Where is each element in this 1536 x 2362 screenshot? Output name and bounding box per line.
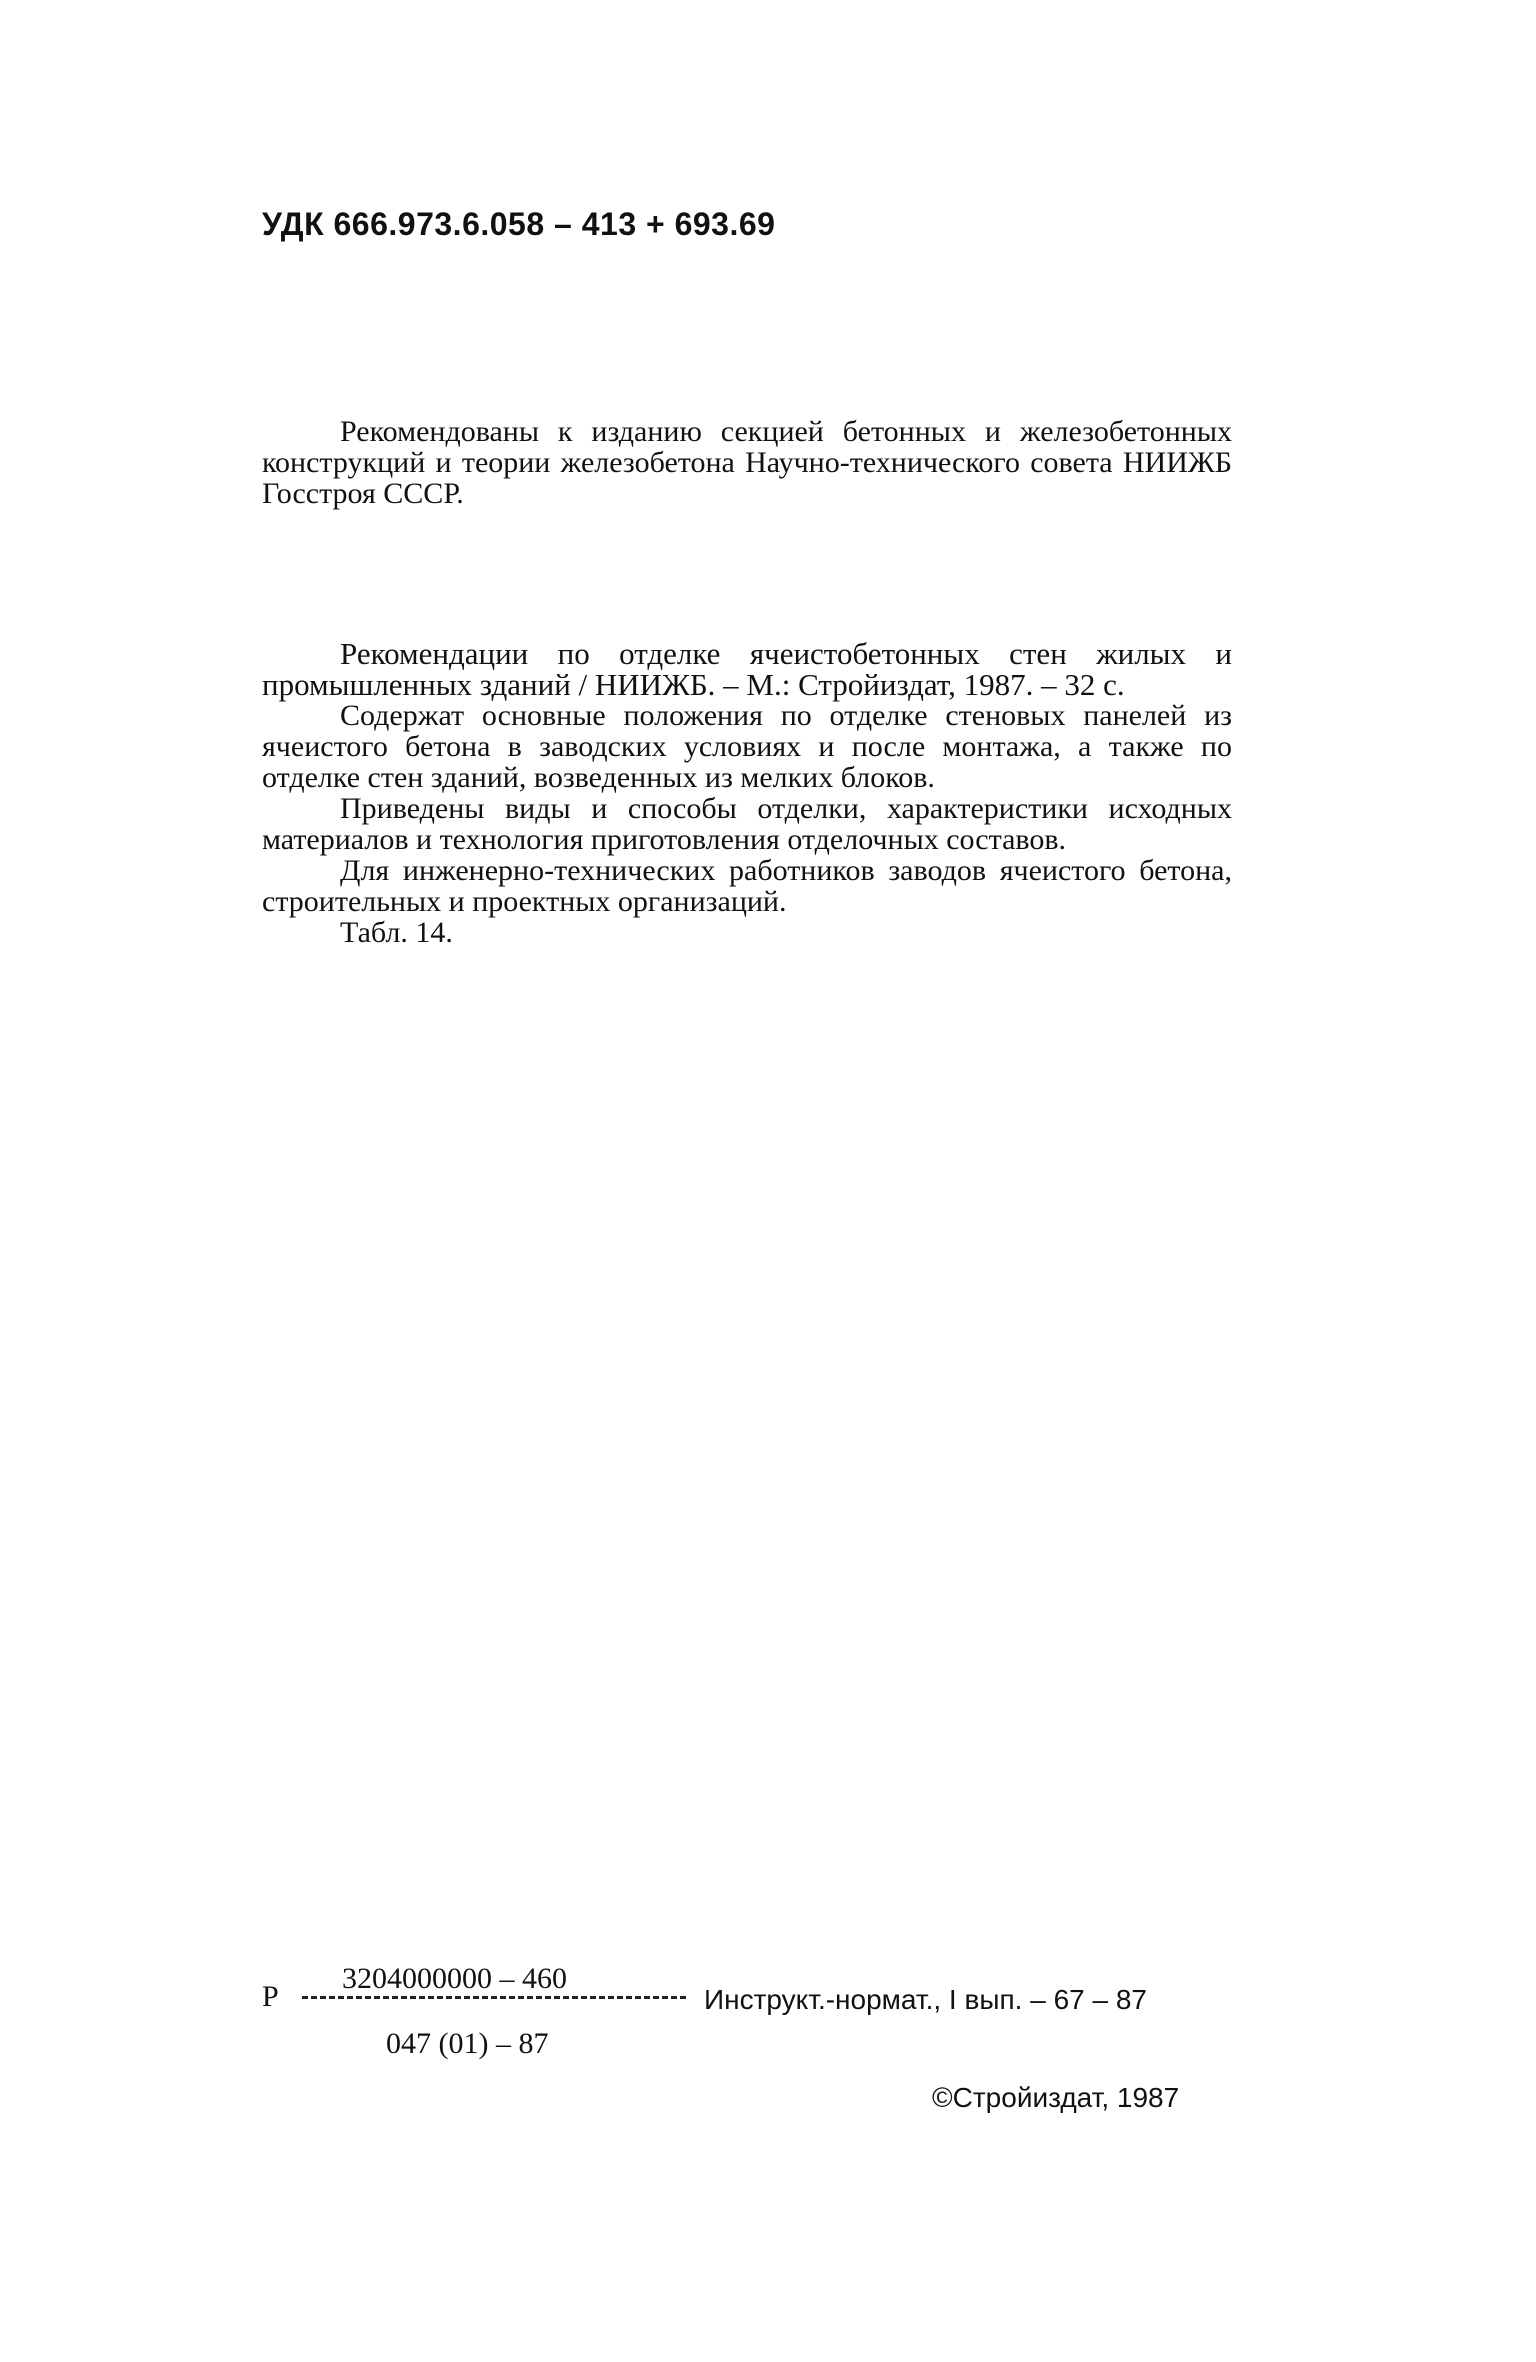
abstract-paragraph: Приведены виды и способы отделки, характеристики исходных материалов и технология приготовления отделочных составов. [262, 792, 1232, 856]
imprint-numerator: 3204000000 – 460 [342, 1962, 567, 1995]
approval-note: Рекомендованы к изданию секцией бетонных и железобетонных конструкций и теории железобетона Научно-технического совета НИИЖБ Госстроя СССР. [262, 415, 1232, 510]
bibliographic-abstract [262, 638, 1232, 948]
bibliographic-citation: Рекомендации по отделке ячеистобетонных стен жилых и промышленных зданий / НИИЖБ. – М.: Стройиздат, 1987. – 32 с. [262, 636, 1232, 702]
imprint-letter: Р [262, 1980, 279, 2013]
abstract-paragraph: Содержат основные положения по отделке стеновых панелей из ячеистого бетона в заводских условиях и после монтажа, а также по отделке стен зданий, возведенных из мелких блоков. [262, 699, 1232, 794]
copyright-notice: ©Стройиздат, 1987 [932, 2082, 1180, 2113]
imprint-series: Инструкт.-нормат., I вып. – 67 – 87 [704, 1984, 1147, 2015]
abstract-paragraph: Для инженерно-технических работников заводов ячеистого бетона, строительных и проектных организаций. [262, 854, 1232, 918]
imprint-fraction-line [302, 1996, 686, 1999]
imprint-denominator: 047 (01) – 87 [386, 2027, 549, 2060]
udc-code: УДК 666.973.6.058 – 413 + 693.69 [262, 206, 776, 242]
tables-count: Табл. 14. [340, 916, 453, 949]
